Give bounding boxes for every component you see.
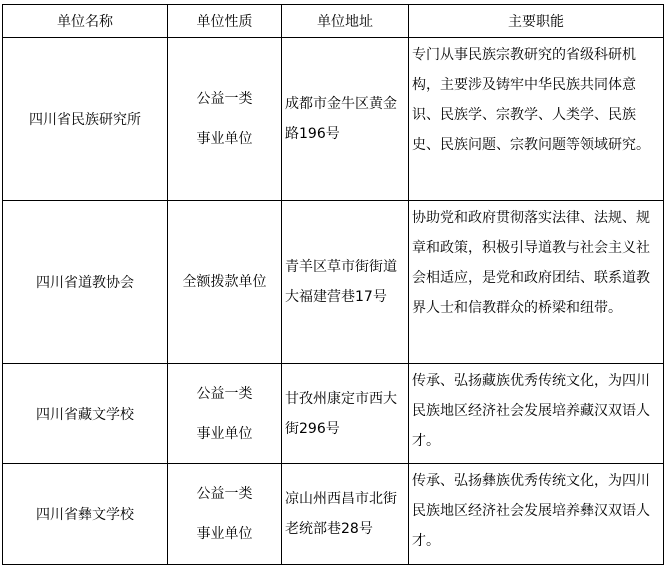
unit-type-line: 全额拨款单位 [182, 274, 267, 290]
table-row [3, 201, 664, 364]
unit-name-cell: 四川省藏文学校 [3, 364, 168, 464]
unit-name-cell: 四川省民族研究所 [3, 38, 168, 201]
unit-name-cell: 四川省道教协会 [3, 201, 168, 364]
unit-type-line: 事业单位 [196, 425, 253, 442]
units-table [2, 4, 664, 565]
unit-duties-cell: 专门从事民族宗教研究的省级科研机构，主要涉及铸牢中华民族共同体意识、民族学、宗教学、人类学、民族史、民族问题、宗教问题等领域研究。 [409, 38, 664, 201]
table-row [3, 364, 664, 464]
header-duties: 主要职能 [409, 5, 664, 38]
header-row [3, 5, 664, 38]
header-name: 单位名称 [3, 5, 168, 38]
unit-address-cell: 青羊区草市街街道大福建营巷17号 [282, 201, 409, 364]
unit-type-cell [168, 201, 282, 364]
unit-address-cell: 凉山州西昌市北街老统部巷28号 [282, 464, 409, 565]
unit-type-line: 事业单位 [196, 131, 253, 147]
header-address: 单位地址 [282, 5, 409, 38]
unit-type-line: 事业单位 [196, 526, 253, 542]
unit-type-line: 公益一类 [196, 486, 253, 502]
unit-type-line: 公益一类 [196, 385, 253, 402]
unit-duties-cell: 协助党和政府贯彻落实法律、法规、规章和政策，积极引导道教与社会主义社会相适应，是党和政府团结、联系道教界人士和信教群众的桥梁和纽带。 [409, 201, 664, 364]
unit-duties-cell: 传承、弘扬彝族优秀传统文化，为四川民族地区经济社会发展培养彝汉双语人才。 [409, 464, 664, 565]
unit-address-cell: 甘孜州康定市西大街296号 [282, 364, 409, 464]
unit-duties-cell: 传承、弘扬藏族优秀传统文化，为四川民族地区经济社会发展培养藏汉双语人才。 [409, 364, 664, 464]
unit-name-cell: 四川省彝文学校 [3, 464, 168, 565]
unit-type-line: 公益一类 [196, 91, 253, 107]
unit-type-cell [168, 364, 282, 464]
unit-type-cell [168, 464, 282, 565]
table-row [3, 464, 664, 565]
table-row [3, 38, 664, 201]
unit-address-cell: 成都市金牛区黄金路196号 [282, 38, 409, 201]
unit-type-cell [168, 38, 282, 201]
header-type: 单位性质 [168, 5, 282, 38]
